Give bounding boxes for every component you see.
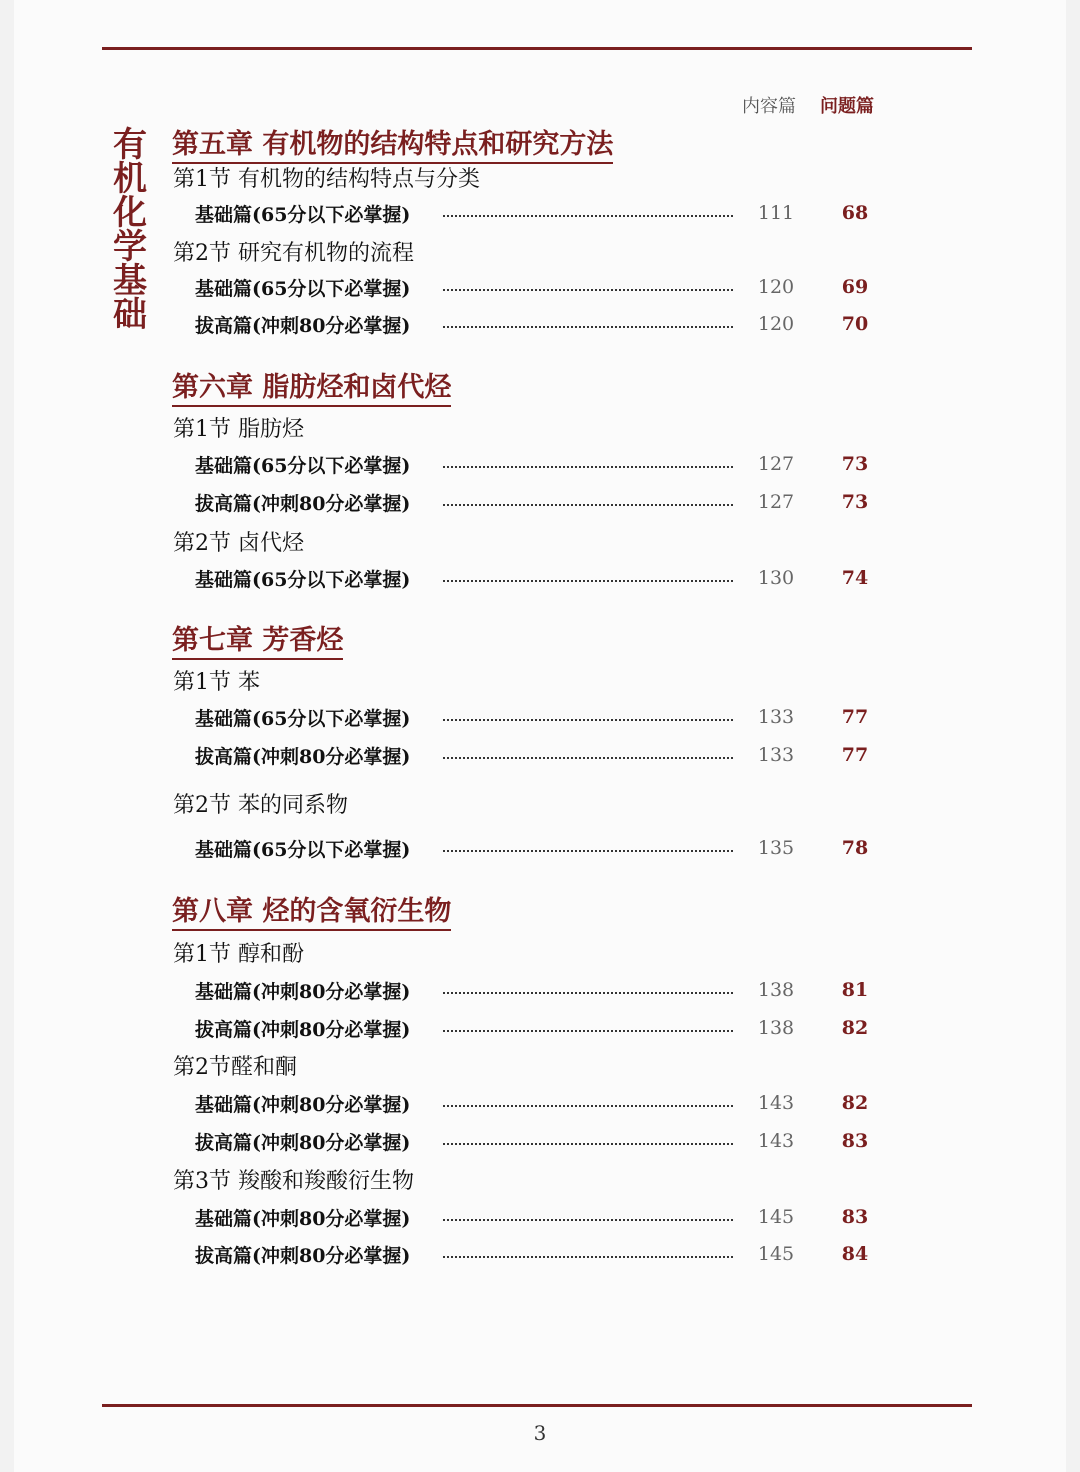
content-page: 145 bbox=[757, 1243, 795, 1265]
toc-entry[interactable] bbox=[195, 489, 875, 515]
page-number: 3 bbox=[533, 1421, 547, 1445]
toc-entry[interactable] bbox=[195, 835, 875, 861]
section-title[interactable]: 第1节 脂肪烃 bbox=[173, 417, 304, 442]
toc-entry[interactable] bbox=[195, 742, 875, 768]
top-rule bbox=[102, 47, 972, 50]
toc-entry[interactable] bbox=[195, 200, 875, 226]
content-page: 138 bbox=[757, 1017, 795, 1039]
content-page: 145 bbox=[757, 1206, 795, 1228]
dot-leader bbox=[443, 215, 733, 217]
problem-page: 82 bbox=[841, 1092, 869, 1114]
dot-leader bbox=[443, 719, 733, 721]
entry-label: 基础篇(冲刺80分必掌握) bbox=[195, 1208, 411, 1230]
content-page: 127 bbox=[757, 453, 795, 475]
content-column-header: 内容篇 bbox=[742, 96, 796, 117]
toc-entry[interactable] bbox=[195, 1128, 875, 1154]
dot-leader bbox=[443, 466, 733, 468]
problem-page: 73 bbox=[841, 453, 869, 475]
content-page: 143 bbox=[757, 1130, 795, 1152]
entry-label: 基础篇(冲刺80分必掌握) bbox=[195, 981, 411, 1003]
toc-entry[interactable] bbox=[195, 274, 875, 300]
entry-label: 拔高篇(冲刺80分必掌握) bbox=[195, 493, 411, 515]
dot-leader bbox=[443, 1030, 733, 1032]
problem-page: 77 bbox=[841, 744, 869, 766]
side-title-char: 基 bbox=[113, 261, 147, 301]
toc-entry[interactable] bbox=[195, 1090, 875, 1116]
entry-label: 基础篇(65分以下必掌握) bbox=[195, 278, 411, 300]
side-title-char: 学 bbox=[113, 227, 147, 267]
problem-page: 70 bbox=[841, 313, 869, 335]
content-page: 138 bbox=[757, 979, 795, 1001]
section-title[interactable]: 第1节 苯 bbox=[173, 670, 260, 695]
problem-page: 78 bbox=[841, 837, 869, 859]
entry-label: 拔高篇(冲刺80分必掌握) bbox=[195, 1245, 411, 1267]
dot-leader bbox=[443, 326, 733, 328]
content-page: 133 bbox=[757, 706, 795, 728]
toc-entry[interactable] bbox=[195, 704, 875, 730]
dot-leader bbox=[443, 504, 733, 506]
entry-label: 拔高篇(冲刺80分必掌握) bbox=[195, 746, 411, 768]
side-title-char: 有 bbox=[113, 125, 147, 165]
bottom-rule bbox=[102, 1404, 972, 1407]
entry-label: 基础篇(65分以下必掌握) bbox=[195, 569, 411, 591]
entry-label: 基础篇(65分以下必掌握) bbox=[195, 839, 411, 861]
chapter-title[interactable]: 第七章 芳香烃 bbox=[172, 618, 343, 660]
side-title-char: 础 bbox=[113, 295, 147, 335]
content-page: 133 bbox=[757, 744, 795, 766]
toc-entry[interactable] bbox=[195, 1241, 875, 1267]
toc-entry[interactable] bbox=[195, 311, 875, 337]
problem-page: 84 bbox=[841, 1243, 869, 1265]
entry-label: 拔高篇(冲刺80分必掌握) bbox=[195, 1132, 411, 1154]
chapter-title[interactable]: 第八章 烃的含氧衍生物 bbox=[172, 889, 451, 931]
entry-label: 拔高篇(冲刺80分必掌握) bbox=[195, 1019, 411, 1041]
content-page: 143 bbox=[757, 1092, 795, 1114]
problem-page: 83 bbox=[841, 1130, 869, 1152]
section-title[interactable]: 第2节 卤代烃 bbox=[173, 531, 304, 556]
toc-entry[interactable] bbox=[195, 1204, 875, 1230]
section-title[interactable]: 第2节 研究有机物的流程 bbox=[173, 241, 414, 266]
dot-leader bbox=[443, 1256, 733, 1258]
problem-page: 74 bbox=[841, 567, 869, 589]
side-title-char: 化 bbox=[113, 193, 147, 233]
section-title[interactable]: 第2节 苯的同系物 bbox=[173, 793, 348, 818]
content-page: 130 bbox=[757, 567, 795, 589]
toc-entry[interactable] bbox=[195, 1015, 875, 1041]
dot-leader bbox=[443, 289, 733, 291]
problem-page: 77 bbox=[841, 706, 869, 728]
entry-label: 基础篇(65分以下必掌握) bbox=[195, 204, 411, 226]
section-title[interactable]: 第2节醛和酮 bbox=[173, 1055, 297, 1080]
section-title[interactable]: 第1节 醇和酚 bbox=[173, 942, 304, 967]
dot-leader bbox=[443, 580, 733, 582]
dot-leader bbox=[443, 757, 733, 759]
toc-entry[interactable] bbox=[195, 451, 875, 477]
entry-label: 基础篇(65分以下必掌握) bbox=[195, 708, 411, 730]
toc-entry[interactable] bbox=[195, 977, 875, 1003]
chapter-title[interactable]: 第五章 有机物的结构特点和研究方法 bbox=[172, 122, 613, 164]
entry-label: 拔高篇(冲刺80分必掌握) bbox=[195, 315, 411, 337]
chapter-title[interactable]: 第六章 脂肪烃和卤代烃 bbox=[172, 365, 451, 407]
section-title[interactable]: 第3节 羧酸和羧酸衍生物 bbox=[173, 1169, 414, 1194]
entry-label: 基础篇(65分以下必掌握) bbox=[195, 455, 411, 477]
problem-page: 69 bbox=[841, 276, 869, 298]
problem-page: 81 bbox=[841, 979, 869, 1001]
problem-page: 68 bbox=[841, 202, 869, 224]
content-page: 127 bbox=[757, 491, 795, 513]
entry-label: 基础篇(冲刺80分必掌握) bbox=[195, 1094, 411, 1116]
problem-page: 83 bbox=[841, 1206, 869, 1228]
dot-leader bbox=[443, 850, 733, 852]
section-title[interactable]: 第1节 有机物的结构特点与分类 bbox=[173, 167, 480, 192]
content-page: 111 bbox=[757, 202, 795, 224]
content-page: 135 bbox=[757, 837, 795, 859]
dot-leader bbox=[443, 1105, 733, 1107]
dot-leader bbox=[443, 1143, 733, 1145]
toc-entry[interactable] bbox=[195, 565, 875, 591]
side-title-char: 机 bbox=[113, 159, 147, 199]
content-page: 120 bbox=[757, 276, 795, 298]
problem-column-header: 问题篇 bbox=[820, 96, 874, 117]
side-title bbox=[110, 125, 150, 335]
dot-leader bbox=[443, 1219, 733, 1221]
dot-leader bbox=[443, 992, 733, 994]
problem-page: 73 bbox=[841, 491, 869, 513]
problem-page: 82 bbox=[841, 1017, 869, 1039]
content-page: 120 bbox=[757, 313, 795, 335]
